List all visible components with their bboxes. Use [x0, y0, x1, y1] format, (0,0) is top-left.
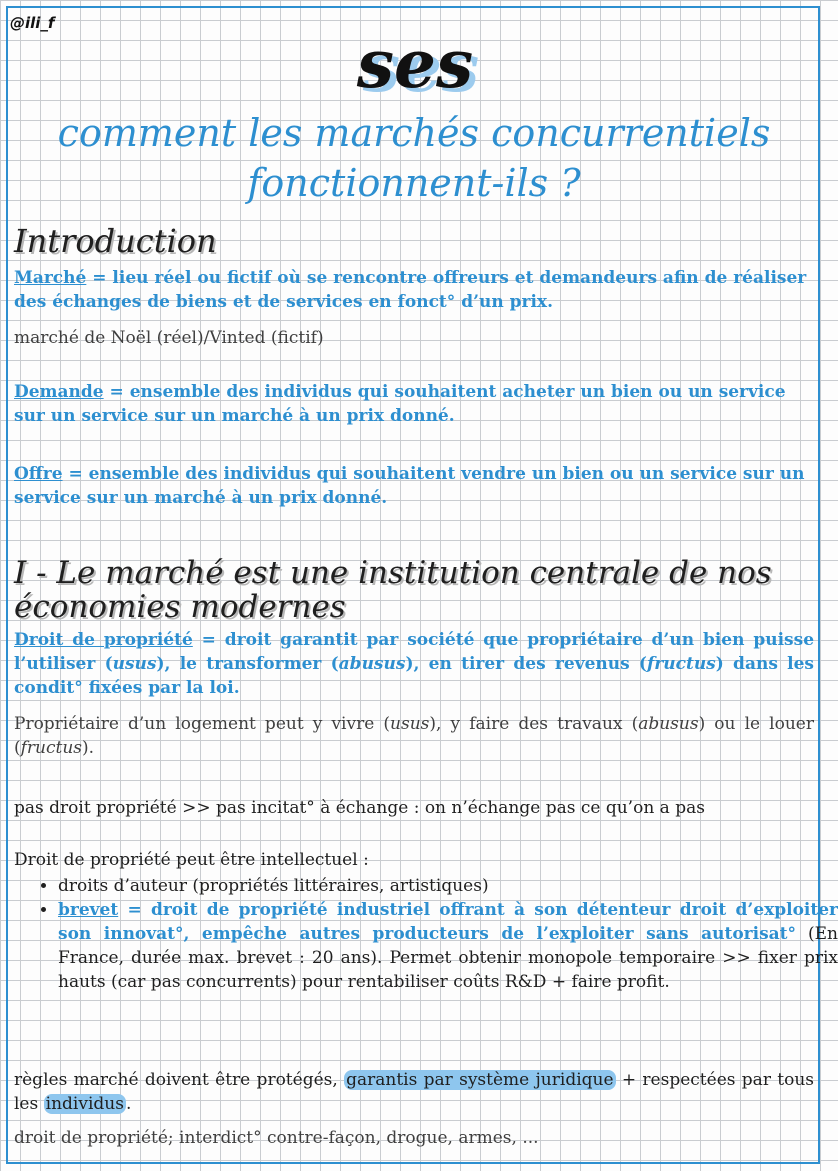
- regles-a: règles marché doivent être protégés,: [14, 1070, 345, 1090]
- no-property-note: pas droit propriété >> pas incitat° à échange : on n’échange pas ce qu’on a pas: [14, 798, 705, 818]
- highlight-juridique: garantis par système juridique: [346, 1070, 614, 1090]
- interdicts-note: droit de propriété; interdict° contre-façon, drogue, armes, ...: [14, 1128, 539, 1148]
- demande-definition: [14, 380, 814, 428]
- droit-def-b: ), le transformer (: [156, 654, 339, 674]
- intro-heading: Introduction: [14, 222, 217, 260]
- brevet-rest: (En France, durée max. brevet : 20 ans). Permet obtenir monopole temporaire >> fixer prix hauts (car pas concurrents) pour rentabiliser coûts R&D + faire profit.: [58, 924, 838, 992]
- regles-note: [14, 1068, 814, 1116]
- offre-definition: [14, 462, 814, 510]
- list-item: [58, 874, 838, 898]
- title-line-2: fonctionnent-ils ?: [247, 161, 581, 205]
- example-b: ), y faire des travaux (: [429, 714, 639, 734]
- offre-term: Offre: [14, 464, 63, 484]
- highlight-individus: individus: [45, 1094, 124, 1114]
- droit-example: [14, 712, 814, 760]
- marche-def: = lieu réel ou fictif où se rencontre offreurs et demandeurs afin de réaliser des échanges de biens et de services en fonct° d’un prix.: [14, 268, 807, 312]
- droit-term: Droit de propriété: [14, 630, 193, 650]
- example-usus: usus: [390, 714, 430, 734]
- demande-term: Demande: [14, 382, 104, 402]
- droit-def-c: ), en tirer des revenus (: [405, 654, 647, 674]
- list-item: [58, 898, 838, 994]
- brevet-term: brevet: [58, 900, 119, 920]
- brevet-def: = droit de propriété industriel offrant à son détenteur droit d’exploiter son innovat°, empêche autres producteurs de l’exploiter sans autorisat°: [58, 900, 838, 944]
- example-abusus: abusus: [638, 714, 699, 734]
- regles-b: + respectées par tous les: [14, 1070, 815, 1114]
- droit-def-d: ) dans les condit° fixées par la loi.: [14, 654, 814, 698]
- abusus-term: abusus: [338, 654, 406, 674]
- intellectual-intro: Droit de propriété peut être intellectuel :: [14, 850, 369, 870]
- droit-definition: [14, 628, 814, 700]
- example-d: ).: [82, 738, 95, 758]
- regles-c: .: [125, 1094, 132, 1114]
- example-c: ) ou le louer (: [14, 714, 814, 758]
- fructus-term: fructus: [646, 654, 716, 674]
- intellectual-list: [34, 874, 838, 994]
- author-handle: @ili_f: [10, 14, 55, 32]
- usus-term: usus: [112, 654, 157, 674]
- page-title: [14, 108, 814, 208]
- example-fructus: fructus: [20, 738, 83, 758]
- offre-def: = ensemble des individus qui souhaitent vendre un bien ou un service sur un service sur un marché à un prix donné.: [14, 464, 805, 508]
- droits-auteur: droits d’auteur (propriétés littéraires, artistiques): [58, 876, 489, 896]
- droit-def-a: = droit garantit par société que propriétaire d’un bien puisse l’utiliser (: [14, 630, 815, 674]
- subject-title: ses: [356, 25, 474, 103]
- example-a: Propriétaire d’un logement peut y vivre (: [14, 714, 391, 734]
- marche-term: Marché: [14, 268, 87, 288]
- marche-definition: [14, 266, 814, 314]
- demande-def: = ensemble des individus qui souhaitent acheter un bien ou un service sur un service sur un marché à un prix donné.: [14, 382, 786, 426]
- title-line-1: comment les marchés concurrentiels: [57, 111, 771, 155]
- part1-heading: I - Le marché est une institution centrale de nos économies modernes: [14, 555, 772, 625]
- marche-example: marché de Noël (réel)/Vinted (fictif): [14, 328, 324, 348]
